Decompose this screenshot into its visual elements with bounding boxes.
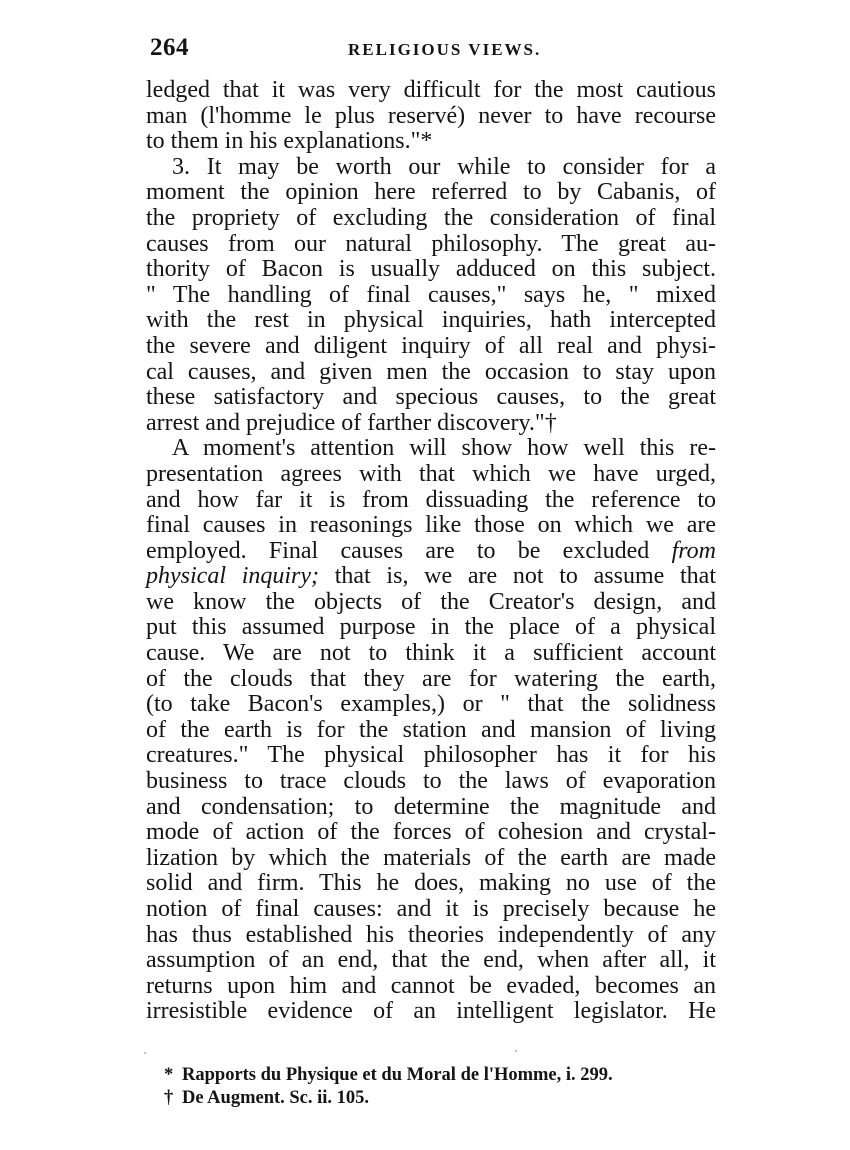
page-header	[150, 34, 715, 64]
text-line: business to trace clouds to the laws of evaporation	[146, 768, 716, 795]
footnote-text: Rapports du Physique et du Moral de l'Homme, i. 299.	[182, 1065, 613, 1085]
text-line: mode of action of the forces of cohesion and crystal-	[146, 819, 716, 846]
italic-phrase: from	[671, 537, 717, 564]
text-line: moment the opinion here referred to by Cabanis, of	[146, 179, 716, 206]
text-line: A moment's attention will show how well this re-	[172, 435, 716, 462]
text-line: returns upon him and cannot be evaded, becomes an	[146, 972, 716, 999]
page-number: 264	[150, 34, 189, 61]
footnote	[164, 1064, 704, 1087]
text-line: solid and firm. This he does, making no use of the	[146, 870, 716, 897]
text-line: (to take Bacon's examples,) or " that the solidness	[146, 691, 716, 718]
text-segment: employed. Final causes are to be excluded	[146, 537, 650, 564]
text-line: and condensation; to determine the magnitude and	[146, 793, 716, 820]
running-title: RELIGIOUS VIEWS.	[348, 40, 542, 59]
text-line: with the rest in physical inquiries, hath intercepted	[146, 307, 716, 334]
text-line: arrest and prejudice of farther discovery."†	[146, 409, 557, 436]
text-line: put this assumed purpose in the place of a physical	[146, 614, 716, 641]
text-line-with-italic	[146, 564, 716, 590]
speck	[515, 1050, 517, 1052]
footnote-mark: †	[164, 1088, 174, 1108]
text-line: irresistible evidence of an intelligent legislator. He	[146, 998, 716, 1025]
text-line: lization by which the materials of the earth are made	[146, 844, 716, 871]
text-segment: that is, we are not to assume that	[334, 563, 716, 590]
text-line: 3. It may be worth our while to consider for a	[172, 153, 716, 180]
text-line: man (l'homme le plus reservé) never to have recourse	[146, 102, 716, 129]
text-line: cause. We are not to think it a sufficient account	[146, 640, 716, 667]
footnotes	[164, 1064, 704, 1110]
text-line: assumption of an end, that the end, when after all, it	[146, 947, 716, 974]
speck	[144, 1052, 146, 1054]
text-line: the propriety of excluding the consideration of final	[146, 204, 716, 231]
body-text	[146, 78, 716, 1025]
text-line: notion of final causes: and it is precisely because he	[146, 896, 716, 922]
text-line: causes from our natural philosophy. The great au-	[146, 230, 716, 257]
text-line: we know the objects of the Creator's design, and	[146, 588, 716, 615]
text-line: thority of Bacon is usually adduced on this subject.	[146, 256, 716, 283]
text-line: " The handling of final causes," says he, " mixed	[146, 281, 716, 308]
footnote-mark: *	[164, 1065, 174, 1085]
text-line-with-italic	[146, 539, 716, 565]
text-line: has thus established his theories independently of any	[146, 921, 716, 948]
footnote-text: De Augment. Sc. ii. 105.	[182, 1088, 370, 1108]
text-line: creatures." The physical philosopher has it for his	[146, 742, 716, 769]
text-line: final causes in reasonings like those on which we are	[146, 512, 716, 539]
text-line: of the clouds that they are for watering the earth,	[146, 665, 716, 692]
text-line: these satisfactory and specious causes, to the great	[146, 384, 716, 411]
text-line: the severe and diligent inquiry of all real and physi-	[146, 332, 716, 359]
text-line: to them in his explanations."*	[146, 128, 433, 155]
italic-phrase: physical inquiry;	[146, 563, 320, 590]
text-line: cal causes, and given men the occasion to stay upon	[146, 358, 716, 385]
text-line: of the earth is for the station and mansion of living	[146, 716, 716, 743]
text-line: and how far it is from dissuading the reference to	[146, 486, 716, 513]
text-line: ledged that it was very difficult for the most cautious	[146, 77, 716, 103]
footnote	[164, 1087, 704, 1110]
text-line: presentation agrees with that which we have urged,	[146, 460, 716, 487]
